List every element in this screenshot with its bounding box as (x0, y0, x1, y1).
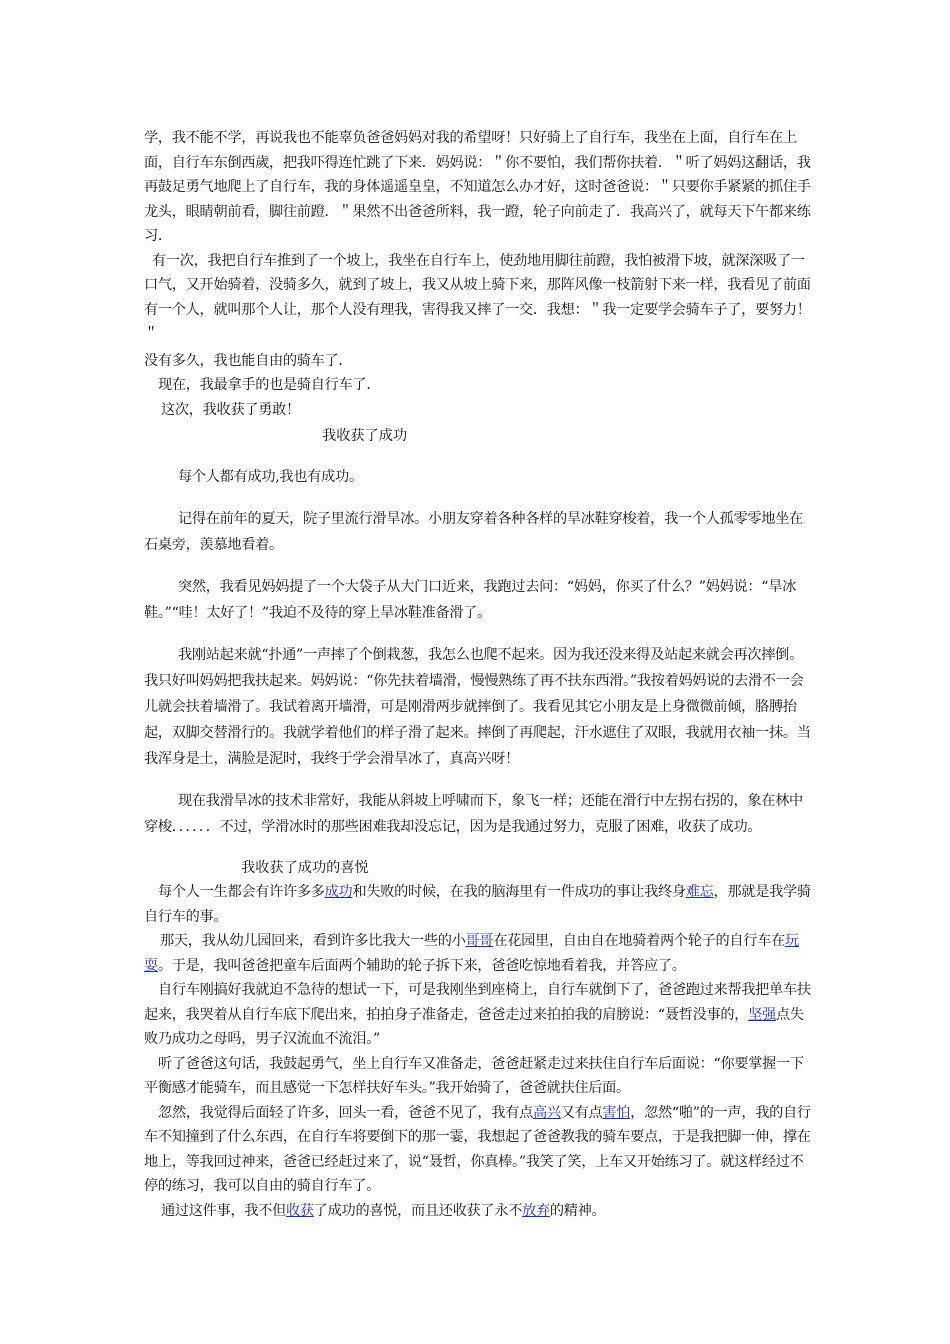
text: 在花园里，自由自在地骑着两个轮子的自行车在 (493, 933, 785, 949)
text: 的精神。 (549, 1202, 606, 1219)
story3-paragraph-3 (144, 978, 814, 1052)
link-strong[interactable]: 坚强 (748, 1006, 776, 1023)
text: 自行车刚搞好我就迫不急待的想试一下，可是我刚坐到座椅上，自行车就倒下了，爸爸跑过来帮我把单车扶起来，我哭着从自行车底下爬出来，拍拍身子准备走，爸爸走过来拍拍我的肩膀说：“聂哲没事的， (144, 982, 811, 1023)
story2-paragraph-3: 突然，我看见妈妈提了一个大袋子从大门口近来，我跑过去问：“妈妈，你买了什么？”妈妈说：“旱冰鞋。”“哇！太好了！”我迫不及待的穿上旱冰鞋准备滑了。 (144, 579, 797, 621)
link-happy[interactable]: 高兴 (532, 1104, 561, 1121)
story2-paragraph-5: 现在我滑旱冰的技术非常好，我能从斜坡上呼啸而下，象飞一样；还能在滑行中左拐右拐的，象在林中穿梭．．．．．．不过，学滑冰时的那些困难我却没忘记，因为是我通过努力，克服了困难，收获了成功。 (144, 793, 803, 835)
story1-paragraph-5: 这次，我收获了勇敢！ (161, 401, 300, 418)
link-big-brother[interactable]: 哥哥 (465, 933, 494, 949)
story1-paragraph-2: 有一次，我把自行车推到了一个坡上，我坐在自行车上，使劲地用脚往前蹬，我怕被滑下坡，就深深吸了一口气，又开始骑着，没骑多久，就到了坡上，我又从坡上骑下来，那阵风像一枝箭射下来一样，我看见了前面有一个人，就叫那个人让，那个人没有理我，害得我又摔了一交．我想：＂我一定要学会骑车子了，要努力！＂ (144, 252, 811, 342)
text: 通过这件事，我不但 (161, 1202, 286, 1219)
story3-title: 我收获了成功的喜悦 (241, 860, 369, 876)
link-scared[interactable]: 害怕 (602, 1104, 631, 1121)
story1-paragraph-1: 学，我不能不学，再说我也不能辜负爸爸妈妈对我的希望呀！只好骑上了自行车，我坐在上面，自行车在上面，自行车东倒西歲，把我吓得连忙跳了下来．妈妈说：＂你不要怕，我们帮你扶着．＂听了妈妈这翻话，我再鼓足勇气地爬上了自行车，我的身体遥遥皇皇，不知道怎么办才好，这时爸爸说：＂只要你手紧紧的抓住手龙头，眼睛朝前看，脚往前蹬．＂果然不出爸爸所料，我一蹬，轮子向前走了．我高兴了，就每天下午都来练习． (144, 130, 811, 244)
text: 和失败的时候，在我的脑海里有一件成功的事让我终身 (352, 884, 686, 900)
story1-paragraph-3: 没有多久，我也能自由的骑车了． (144, 352, 353, 369)
story3-paragraph-1 (144, 880, 814, 929)
link-play[interactable]: 玩耍 (144, 933, 799, 974)
text: 了成功的喜悦，而且还收获了永不 (313, 1202, 523, 1219)
link-success[interactable]: 成功 (324, 884, 353, 900)
text: 那天，我从幼儿园回来，看到许多比我大一些的小 (160, 933, 466, 949)
text: ，忽然“啪”的一声，我的自行车不知撞到了什么东西，在自行车将要倒下的那一霎，我想起了爸爸教我的骑车要点，于是我把脚一伸，撑在地上，等我回过神来，爸爸已经赶过来了，说“聂哲，你真棒。”我笑了笑，上车又开始练习了。就这样经过不停的练习，我可以自由的骑自行车了。 (144, 1104, 811, 1194)
story3-paragraph-6 (144, 1199, 814, 1224)
link-unforgettable[interactable]: 难忘 (685, 884, 714, 900)
text: 又有点 (560, 1104, 603, 1121)
story2-paragraph-1: 每个人都有成功,我也有成功。 (178, 469, 363, 485)
story3-paragraph-4: 听了爸爸这句话，我鼓起勇气，坐上自行车又准备走，爸爸赶紧走过来扶住自行车后面说：“你要掌握一下平衡感才能骑车，而且感觉一下怎样扶好车头。”我开始骑了，爸爸就扶住后面。 (144, 1055, 804, 1096)
story3-paragraph-2 (144, 929, 814, 978)
text: 。于是，我叫爸爸把童车后面两个辅助的轮子拆下来，爸爸吃惊地看着我，并答应了。 (157, 957, 686, 974)
story2-paragraph-4: 我刚站起来就“扑通”一声摔了个倒栽葱，我怎么也爬不起来。因为我还没来得及站起来就会再次摔倒。我只好叫妈妈把我扶起来。妈妈说：“你先扶着墙滑，慢慢熟练了再不扶东西滑。”我按着妈妈说的去滑不一会儿就会扶着墙滑了。我试着离开墙滑，可是刚滑两步就摔倒了。我看见其它小朋友是上身微微前倾，胳膊抬起，双脚交替滑行的。我就学着他们的样子滑了起来。摔倒了再爬起，汗水遮住了双眼，我就用衣袖一抹。当我浑身是土，满脸是泥时，我终于学会滑旱冰了，真高兴呀！ (144, 647, 811, 767)
document-page (144, 126, 814, 1223)
story2-paragraph-2: 记得在前年的夏天，院子里流行滑旱冰。小朋友穿着各种各样的旱冰鞋穿梭着，我一个人孤零零地坐在石桌旁，羡慕地看着。 (144, 511, 803, 553)
text: 每个人一生都会有许许多多 (158, 884, 325, 900)
text: 点失败乃成功之母吗，男子汉流血不流泪。” (144, 1006, 804, 1047)
text: 忽然，我觉得后面轻了许多，回头一看，爸爸不见了，我有点 (158, 1104, 533, 1121)
story2-title: 我收获了成功 (322, 428, 408, 444)
link-give-up[interactable]: 放弃 (522, 1202, 550, 1219)
text: ，那就是我学骑自行车的事。 (144, 884, 811, 925)
story3-paragraph-5 (144, 1101, 814, 1199)
link-harvest[interactable]: 收获 (286, 1202, 314, 1219)
story1-paragraph-4: 现在，我最拿手的也是骑自行车了． (158, 377, 381, 393)
